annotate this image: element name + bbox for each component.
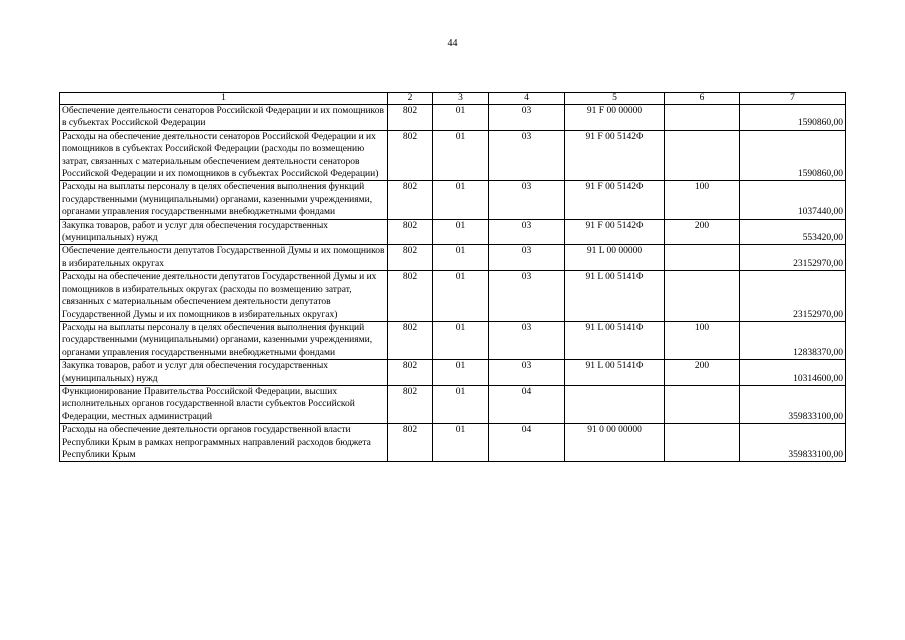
- table-row: [60, 105, 846, 131]
- section-code: 01: [433, 130, 489, 181]
- expense-name: Закупка товаров, работ и услуг для обеспечения государственных (муниципальных) нужд: [60, 219, 388, 245]
- ministry-code: 802: [388, 321, 433, 359]
- target-article: 91 L 00 5141Ф: [565, 321, 665, 359]
- ministry-code: 802: [388, 360, 433, 386]
- target-article: 91 L 00 5141Ф: [565, 360, 665, 386]
- expense-type: [665, 424, 740, 462]
- ministry-code: 802: [388, 105, 433, 131]
- table-row: [60, 181, 846, 219]
- expense-name: Расходы на обеспечение деятельности сенаторов Российской Федерации и их помощников в субъектах Российской Федерации (расходы по возмещению затрат, связанных с материальным обеспечением деятельности сенаторов Российской Федерации и их помощников в субъектах Российской Федерации): [60, 130, 388, 181]
- expense-type: [665, 271, 740, 322]
- subsection-code: 03: [489, 105, 565, 131]
- section-code: 01: [433, 245, 489, 271]
- expense-name: Расходы на выплаты персоналу в целях обеспечения выполнения функций государственными (муниципальными) органами, казенными учреждениями, органами управления государственными внебюджетными фондами: [60, 181, 388, 219]
- table-row: [60, 321, 846, 359]
- target-article: [565, 385, 665, 423]
- amount: 1590860,00: [740, 130, 846, 181]
- target-article: 91 0 00 00000: [565, 424, 665, 462]
- table-row: [60, 385, 846, 423]
- table-row: [60, 219, 846, 245]
- column-header: 5: [565, 93, 665, 105]
- table-row: [60, 245, 846, 271]
- column-header: 7: [740, 93, 846, 105]
- section-code: 01: [433, 219, 489, 245]
- section-code: 01: [433, 105, 489, 131]
- budget-table: [59, 92, 846, 462]
- target-article: 91 F 00 00000: [565, 105, 665, 131]
- subsection-code: 04: [489, 424, 565, 462]
- expense-name: Обеспечение деятельности сенаторов Российской Федерации и их помощников в субъектах Российской Федерации: [60, 105, 388, 131]
- column-header: 4: [489, 93, 565, 105]
- amount: 1037440,00: [740, 181, 846, 219]
- section-code: 01: [433, 271, 489, 322]
- table-row: [60, 360, 846, 386]
- target-article: 91 F 00 5142Ф: [565, 219, 665, 245]
- subsection-code: 03: [489, 181, 565, 219]
- ministry-code: 802: [388, 424, 433, 462]
- subsection-code: 03: [489, 245, 565, 271]
- target-article: 91 F 00 5142Ф: [565, 130, 665, 181]
- column-header: 1: [60, 93, 388, 105]
- target-article: 91 L 00 5141Ф: [565, 271, 665, 322]
- expense-name: Расходы на обеспечение деятельности депутатов Государственной Думы и их помощников в избирательных округах (расходы по возмещению затрат, связанных с материальным обеспечением деятельности депутатов Государственной Думы и их помощников в избирательных округах): [60, 271, 388, 322]
- expense-type: 200: [665, 360, 740, 386]
- ministry-code: 802: [388, 219, 433, 245]
- header-row: [60, 93, 846, 105]
- amount: 23152970,00: [740, 245, 846, 271]
- subsection-code: 03: [489, 321, 565, 359]
- table-row: [60, 271, 846, 322]
- ministry-code: 802: [388, 271, 433, 322]
- ministry-code: 802: [388, 130, 433, 181]
- table-row: [60, 130, 846, 181]
- column-header: 2: [388, 93, 433, 105]
- expense-name: Закупка товаров, работ и услуг для обеспечения государственных (муниципальных) нужд: [60, 360, 388, 386]
- amount: 359833100,00: [740, 385, 846, 423]
- section-code: 01: [433, 321, 489, 359]
- subsection-code: 03: [489, 271, 565, 322]
- section-code: 01: [433, 385, 489, 423]
- expense-name: Функционирование Правительства Российской Федерации, высших исполнительных органов государственной власти субъектов Российской Федерации, местных администраций: [60, 385, 388, 423]
- amount: 553420,00: [740, 219, 846, 245]
- expense-type: [665, 105, 740, 131]
- page-number: 44: [447, 38, 458, 49]
- expense-type: [665, 130, 740, 181]
- expense-type: 200: [665, 219, 740, 245]
- subsection-code: 04: [489, 385, 565, 423]
- subsection-code: 03: [489, 130, 565, 181]
- column-header: 3: [433, 93, 489, 105]
- amount: 359833100,00: [740, 424, 846, 462]
- amount: 12838370,00: [740, 321, 846, 359]
- expense-type: [665, 385, 740, 423]
- section-code: 01: [433, 424, 489, 462]
- column-header: 6: [665, 93, 740, 105]
- table-row: [60, 424, 846, 462]
- target-article: 91 F 00 5142Ф: [565, 181, 665, 219]
- expense-name: Обеспечение деятельности депутатов Государственной Думы и их помощников в избирательных округах: [60, 245, 388, 271]
- target-article: 91 L 00 00000: [565, 245, 665, 271]
- expense-type: [665, 245, 740, 271]
- subsection-code: 03: [489, 360, 565, 386]
- ministry-code: 802: [388, 181, 433, 219]
- amount: 1590860,00: [740, 105, 846, 131]
- section-code: 01: [433, 360, 489, 386]
- section-code: 01: [433, 181, 489, 219]
- amount: 10314600,00: [740, 360, 846, 386]
- ministry-code: 802: [388, 245, 433, 271]
- amount: 23152970,00: [740, 271, 846, 322]
- expense-name: Расходы на выплаты персоналу в целях обеспечения выполнения функций государственными (муниципальными) органами, казенными учреждениями, органами управления государственными внебюджетными фондами: [60, 321, 388, 359]
- ministry-code: 802: [388, 385, 433, 423]
- subsection-code: 03: [489, 219, 565, 245]
- expense-type: 100: [665, 321, 740, 359]
- expense-name: Расходы на обеспечение деятельности органов государственной власти Республики Крым в рамках непрограммных направлений расходов бюджета Республики Крым: [60, 424, 388, 462]
- expense-type: 100: [665, 181, 740, 219]
